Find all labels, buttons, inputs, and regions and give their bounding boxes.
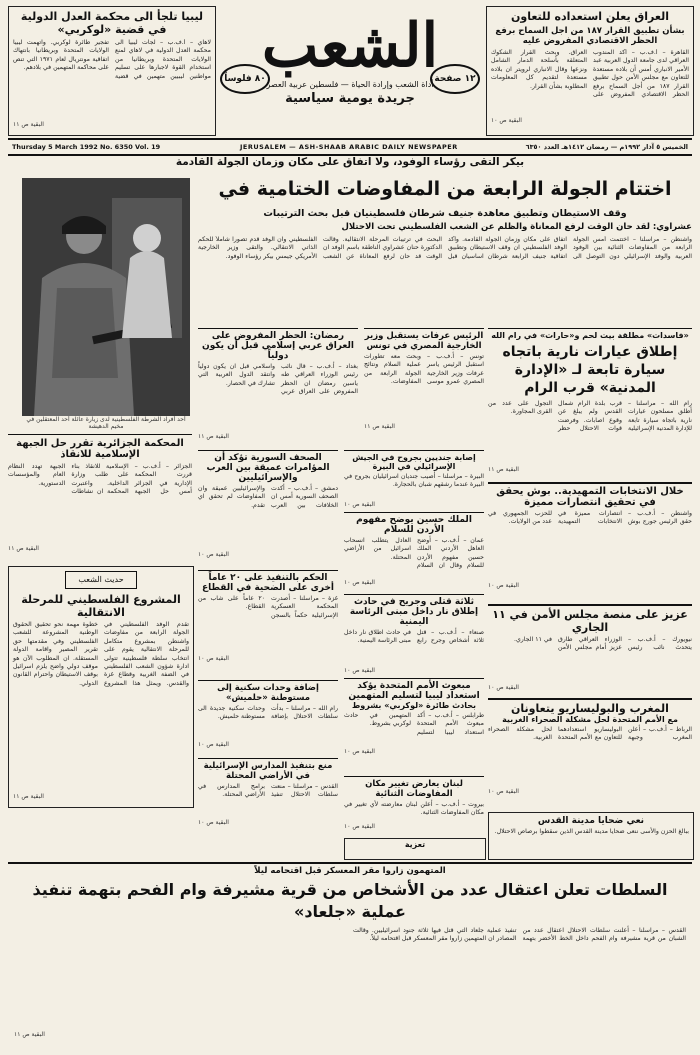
continued-note: البقية ص ١٠ bbox=[488, 788, 519, 795]
date-arabic: الخميس ٥ آذار ١٩٩٢م — رمضان ١٤١٢هـ العدد ٦٣٥٠ bbox=[525, 143, 688, 151]
story-body: بيروت – أ.ف.ب – أعلن لبنان معارضته لأي تغيير في مكان المفاوضات الثنائية. bbox=[344, 801, 484, 817]
headline: ثلاثة قتلى وجريح في حادث إطلاق نار داخل مبنى الرئاسة اليمنية bbox=[349, 597, 479, 627]
story-body: تونس – أ.ف.ب – استقبل الرئيس ياسر عرفات وزير الخارجية المصري عمرو موسى وبحث معه تطورات عملية السلام ونتائج الجولة الرابعة من المفاوضات. bbox=[364, 353, 484, 386]
story-body: عمان – أ.ف.ب – أوضح العاهل الأردني الملك حسين مفهوم الأردن للسلام وقال ان السلام العادل يتطلب انسحاب اسرائيل من الأراضي المحتلة. bbox=[344, 537, 484, 570]
lead-subhead2-block bbox=[198, 222, 692, 234]
editorial-box bbox=[8, 566, 194, 808]
lead-subhead-block bbox=[198, 208, 692, 222]
headline: السلطات تعلن اعتقال عدد من الأشخاص من قرية مشيرفة وام الفحم بتهمة تنفيذ عملية «جلعاد» bbox=[32, 880, 668, 921]
newspaper-logo: الشعب bbox=[261, 11, 439, 81]
headline: العراق يعلن استعداده للتعاون bbox=[510, 10, 669, 23]
lead-headline: اختتام الجولة الرابعة من المفاوضات الختامية في bbox=[218, 178, 672, 200]
settlement-story bbox=[198, 680, 338, 755]
continued-note: البقية ص ١٠ bbox=[344, 823, 375, 830]
dateline-bar bbox=[8, 138, 692, 156]
story-body: البيرة – مراسلنا – أصيب جنديان اسرائيليان بجروح في البيرة عندما رشقهم شبان بالحجارة. bbox=[344, 473, 484, 489]
headline: رمضان: الحظر المفروض على العراق عربي إسلامي قبل أن يكون دولياً bbox=[198, 328, 358, 361]
polisario-story bbox=[488, 698, 692, 810]
bottom-story bbox=[8, 862, 692, 1052]
subhead: بشأن تطبيق القرار ١٨٧ من اجل السماح برفع الحظر الاقتصادي المفروض عليه bbox=[495, 26, 685, 46]
story-body: رام الله – مراسلنا – أطلق مسلحون عيارات نارية باتجاه سيارة تابعة للإدارة المدنية الإسرائيلية قرب بلدة الرام شمال القدس ولم يبلغ عن وقوع اصابات. وفرضت قوات الاحتلال حظر التجول على عدد من القرى المجاورة. bbox=[488, 400, 692, 433]
photo-caption: أحد أفراد الشرطة الفلسطينية لدى زيارة عائلة أحد المعتقلين في مخيم الدهيشة bbox=[26, 416, 186, 430]
news-photo bbox=[22, 178, 190, 416]
story-body: بغداد – أ.ف.ب – قال نائب رئيس الوزراء العراقي طه ياسين رمضان ان الحظر المفروض على العراق عربي واسلامي قبل ان يكون دولياً وانتقد الدول العربية التي تشارك في الحصار. bbox=[198, 363, 358, 396]
continued-note: البقية ص ١١ bbox=[13, 793, 44, 800]
continued-note: البقية ص ١٠ bbox=[198, 551, 229, 558]
sentence-story bbox=[198, 570, 338, 677]
subhead: بحادث طائرة «لوكربي» بشروط bbox=[352, 701, 476, 710]
continued-note: البقية ص ١٠ bbox=[344, 748, 375, 755]
story-body: ببالغ الحزن والأسى ننعى ضحايا مدينة القدس الذين سقطوا برصاص الاحتلال. bbox=[494, 828, 689, 835]
algeria-story bbox=[8, 434, 192, 563]
story-body: الجزائر – أ.ف.ب – قررت المحكمة الإدارية في الجزائر أمس حل الجبهة الإسلامية للانقاذ بناء على طلب وزارة الداخلية. واعتبرت المحكمة ان نشاطات الجبهة تهدد النظام العام والمؤسسات الدستورية. bbox=[8, 463, 192, 496]
lead-headline-block bbox=[198, 174, 692, 208]
ramadan-story bbox=[198, 328, 358, 446]
headline: الملك حسين يوضح مفهوم الأردن للسلام bbox=[356, 515, 472, 535]
headline: الرئيس عرفات يستقبل وزير الخارجية المصري في تونس bbox=[364, 328, 484, 351]
story-body: لاهاي – أ.ف.ب – لجأت ليبيا الى محكمة العدل الدولية في لاهاي لمنع الولايات المتحدة وبريطانيا من استخدام القوة لاجبارها على تسليم مواطنين ليبيين متهمين في قضية تفجير طائرة لوكربي. واتهمت ليبيا الولايات المتحدة وبريطانيا بانتهاك اتفاقية مونتريال لعام ١٩٧١ التي تنص على محاكمة المتهمين في بلادهم. bbox=[13, 39, 211, 80]
story-body: صنعاء – أ.ف.ب – قتل ثلاثة أشخاص وجرح رابع في حادث اطلاق نار داخل مبنى الرئاسة اليمنية. bbox=[344, 629, 484, 645]
headline: منع بتنفيذ المدارس الإسرائيلية في الأراضي المحتلة bbox=[203, 761, 333, 781]
continued-note: البقية ص ١١ bbox=[13, 121, 44, 128]
king-hussein-story bbox=[344, 512, 484, 593]
shooting-story bbox=[488, 328, 692, 479]
story-body: دمشق – أ.ف.ب – أكدت الصحف السورية أمس ان الخلافات بين العرب والإسرائيليين عميقة وان المفاوضات لم تحقق اي تقدم. bbox=[198, 485, 338, 509]
newspaper-front-page bbox=[8, 6, 692, 1050]
us-elections-story bbox=[488, 482, 692, 602]
masthead-slogan: أداة الشعب وإرادة الحياة — فلسطين عربية العصر bbox=[266, 80, 434, 89]
headline: مبعوث الأمم المتحدة يؤكد استعداد ليبيا لتسليم المتهمين bbox=[348, 681, 480, 701]
headline: إضافة وحدات سكنية إلى مستوطنة «حلميش» bbox=[217, 683, 319, 703]
syrian-papers-story bbox=[198, 450, 338, 567]
continued-note: البقية ص ١٠ bbox=[344, 501, 375, 508]
continued-note: البقية ص ١٠ bbox=[198, 741, 229, 748]
pages-badge: ١٢ صفحة bbox=[430, 64, 480, 94]
headline: المحكمة الجزائرية تقرر حل الجبهة الإسلامية للانقاذ bbox=[16, 438, 184, 460]
kicker: «فاسدات» مطلقة بيت لحم و«حارات» في رام الله bbox=[491, 331, 689, 340]
story-body: القاهرة – أ.ف.ب – أكد المندوب العراقي لدى جامعة الدول العربية عبد الأمير الانباري أمس أن بلاده مستعدة للتعاون مع مجلس الأمن حول تطبيق القرار ١٨٧ من أجل السماح برفع الحظر الاقتصادي المفروض على العراق. وبحث القرار الشكوك المتعلقة بأسلحة الدمار الشامل ونزعها وقال الانباري لرويتر ان بلاده مستعدة لتقديم كل المعلومات المطلوبة بشأن القرار. bbox=[491, 49, 689, 99]
story-body: رام الله – مراسلنا – بدأت سلطات الاحتلال بإضافة وحدات سكنية جديدة الى مستوطنة حلميش. bbox=[198, 705, 338, 721]
continued-note: البقية ص ١١ bbox=[364, 423, 395, 430]
headline: عزيز على منصة مجلس الأمن في ١١ الجاري bbox=[492, 608, 688, 634]
headline: الحكم بالتنفيذ على ٢٠ عاماً أخرى على الضحية في القطاع bbox=[201, 573, 335, 593]
continued-note: البقية ص ١١ bbox=[14, 1031, 45, 1038]
continued-note: البقية ص ١١ bbox=[488, 466, 519, 473]
headline: الصحف السورية تؤكد أن المؤامرات عميقة بين العرب والإسرائيليين bbox=[206, 453, 330, 483]
continued-note: البقية ص ١٠ bbox=[491, 117, 522, 124]
continued-note: البقية ص ١٠ bbox=[198, 655, 229, 662]
lead-body: واشنطن – مراسلنا – اختتمت أمس الجولة الرابعة من المفاوضات الثنائية بين الوفود العربية والوفد الإسرائيلي دون التوصل الى اتفاق على مكان وزمان الجولة القادمة. وأكد الوفد الفلسطيني ان وقف الاستيطان وتطبيق اتفاقية جنيف الرابعة شرطان اساسيان قبل البحث في ترتيبات المرحلة الانتقالية. وقالت الدكتورة حنان عشراوي الناطقة باسم الوفد ان الوقت قد حان لرفع المعاناة عن الشعب الفلسطيني وان الوفد قدم تصوراً شاملاً للحكم الذاتي الانتقالي. والتقى وزير الخارجية الأمريكي جيمس بيكر رؤساء الوفود. bbox=[198, 236, 692, 260]
continued-note: البقية ص ١٠ bbox=[198, 819, 229, 826]
headline: نعي ضحايا مدينة القدس bbox=[537, 816, 645, 826]
date-english: Thursday 5 March 1992 No. 6350 Vol. 19 bbox=[12, 143, 161, 151]
lebanon-story bbox=[344, 776, 484, 835]
continued-note: البقية ص ١٠ bbox=[488, 582, 519, 589]
top-right-story bbox=[486, 6, 694, 136]
editorial-logo: حديث الشعب bbox=[65, 571, 137, 589]
kicker: المتهمون زاروا مقر المعسكر قبل اقتحامه ليلاً bbox=[254, 866, 446, 876]
story-body: القدس – مراسلنا – منعت سلطات الاحتلال تنفيذ برامج المدارس في الأراضي المحتلة. bbox=[198, 783, 338, 799]
masthead-tagline: جريدة يومية سياسية bbox=[285, 91, 415, 106]
headline: خلال الانتخابات التمهيدية.. بوش يحقق في تحقيق انتصارات مميزة bbox=[496, 486, 684, 508]
continued-note: البقية ص ١١ bbox=[8, 545, 39, 552]
continued-note: البقية ص ١٠ bbox=[344, 667, 375, 674]
wounded-soldiers-story bbox=[344, 450, 484, 511]
headline: المغرب والبوليساريو يتعاونان bbox=[511, 702, 669, 715]
photo-scene bbox=[22, 178, 190, 416]
subhead: مع الأمم المتحدة لحل مشكلة الصحراء الغربية bbox=[502, 715, 678, 724]
story-body: تقدم الوفد الفلسطيني في الجولة الرابعة من مفاوضات واشنطن بمشروع متكامل للمرحلة الانتقالية يقوم على انتخاب سلطة فلسطينية تتولى ادارة شؤون الشعب الفلسطيني في الضفة الغربية وقطاع غزة والقدس. ويمثل هذا المشروع خطوة مهمة نحو تحقيق الحقوق الوطنية المشروعة للشعب الفلسطيني وفي مقدمتها حق تقرير المصير واقامة الدولة المستقلة. ان المطلوب الآن هو موقف دولي واضح يلزم اسرائيل بوقف الاستيطان واحترام القانون الدولي. bbox=[13, 621, 189, 687]
headline: إصابة جنديين بجروح في الجيش الإسرائيلي في البيرة bbox=[352, 453, 476, 471]
story-body: طرابلس – أ.ف.ب – أكد مبعوث الأمم المتحدة استعداد ليبيا لتسليم المتهمين في حادث لوكربي بشروط. bbox=[344, 712, 484, 736]
headline: تعزية bbox=[404, 840, 426, 849]
yemen-story bbox=[344, 594, 484, 675]
headline: المشروع الفلسطيني للمرحلة الانتقالية bbox=[21, 593, 181, 619]
top-left-story bbox=[8, 6, 216, 136]
continued-note: البقية ص ١٠ bbox=[488, 684, 519, 691]
story-body: نيويورك – أ.ف.ب – يتحدث نائب رئيس الوزراء العراقي طارق عزيز أمام مجلس الأمن في ١١ الجاري. bbox=[514, 636, 692, 652]
condolence-box bbox=[488, 812, 694, 860]
arafat-story bbox=[364, 328, 484, 446]
story-body: الرباط – أ.ف.ب – أعلن المغرب وجبهة البوليساريو استعدادهما للتعاون مع الأمم المتحدة لحل مشكلة الصحراء الغربية. bbox=[488, 726, 692, 742]
story-body: القدس – مراسلنا – أعلنت سلطات الاحتلال اعتقال عدد من الشبان من قرية مشيرفة وام الفحم داخل الخط الأخضر بتهمة تنفيذ عملية جلعاد التي قتل فيها ثلاثة جنود اسرائيليين. وقالت المصادر ان المتهمين زاروا مقر المعسكر قبل اقتحامه ليلاً. bbox=[353, 927, 686, 943]
lead-subhead: وقف الاستيطان وتطبيق معاهدة جنيف شرطان فلسطينيان قبل بحث الترتيبات bbox=[263, 208, 627, 219]
continued-note: البقية ص ١٠ bbox=[344, 579, 375, 586]
death-notice-box bbox=[344, 838, 486, 860]
lead-subhead2: عشراوي: لقد حان الوقت لرفع المعاناة والظلم عن الشعب الفلسطيني تحت الاحتلال bbox=[341, 222, 692, 232]
story-body: واشنطن – أ.ف.ب – حقق الرئيس جورج بوش انتصارات مميزة في الانتخابات التمهيدية للحزب الجمهوري في عدد من الولايات. bbox=[488, 510, 692, 526]
headline: إطلاق عيارات نارية باتجاه سيارة تابعة لـ «الإدارة المدنية» قرب الرام bbox=[502, 344, 678, 396]
headline: لبنان يعارض تغيير مكان المفاوضات الثنائية bbox=[365, 779, 463, 799]
security-council-story bbox=[488, 604, 692, 696]
continued-note: البقية ص ١١ bbox=[198, 433, 229, 440]
headline: ليبيا تلجأ الى محكمة العدل الدولية في قضية «لوكربي» bbox=[20, 10, 204, 36]
schools-story bbox=[198, 758, 338, 835]
lead-kicker: بيكر التقى رؤساء الوفود، ولا اتفاق على مكان وزمان الجولة القادمة bbox=[175, 156, 525, 168]
masthead bbox=[220, 6, 480, 134]
price-badge: ٨٠ فلوساً bbox=[220, 64, 270, 94]
paper-name-english: JERUSALEM — ASH-SHAAB ARABIC DAILY NEWSPAPER bbox=[240, 143, 458, 151]
lockerbie-story bbox=[344, 678, 484, 773]
story-body: غزة – مراسلنا – أصدرت المحكمة العسكرية الإسرائيلية حكماً بالسجن ٢٠ عاماً على شاب من القطاع. bbox=[198, 595, 338, 619]
